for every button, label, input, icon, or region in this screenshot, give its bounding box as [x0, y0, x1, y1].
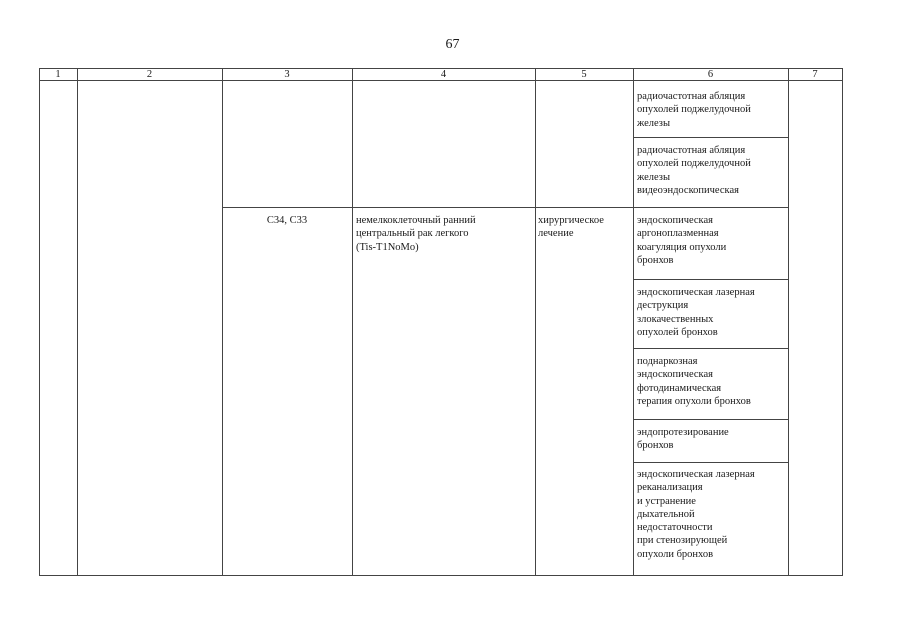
column-header-6: 6 — [707, 69, 714, 80]
method-cell: эндоскопическая лазерная деструкция злокачественных опухолей бронхов — [637, 287, 755, 338]
column-border-1-2 — [77, 68, 78, 576]
diagnosis-codes: C34, C33 — [266, 215, 308, 226]
column-border-left — [39, 68, 40, 576]
page-number: 67 — [445, 37, 460, 52]
table-bottom-border — [39, 575, 842, 576]
treatment-type: хирургическое лечение — [538, 215, 604, 240]
column6-row-divider — [633, 462, 789, 463]
column6-row-divider — [633, 279, 789, 280]
method-cell: радиочастотная абляция опухолей поджелудочной железы видеоэндоскопическая — [637, 145, 751, 196]
method-cell: радиочастотная абляция опухолей поджелудочной железы — [637, 91, 751, 129]
column-border-6-7 — [788, 68, 789, 576]
column-border-3-4 — [352, 68, 353, 576]
column-header-7: 7 — [812, 69, 818, 80]
column-border-5-6 — [633, 68, 634, 576]
method-cell: эндоскопическая аргоноплазменная коагуляция опухоли бронхов — [637, 215, 727, 266]
column-header-1: 1 — [55, 69, 61, 80]
column-border-2-3 — [222, 68, 223, 576]
diagnosis-description: немелкоклеточный ранний центральный рак легкого (Tis-T1NoMo) — [356, 215, 476, 253]
method-cell: поднаркозная эндоскопическая фотодинамическая терапия опухоли бронхов — [637, 356, 751, 407]
column6-row-divider — [633, 137, 789, 138]
header-bottom-border — [39, 80, 842, 81]
column-header-3: 3 — [284, 69, 290, 80]
column-border-right — [842, 68, 843, 576]
column6-row-divider — [633, 419, 789, 420]
column6-row-divider — [633, 348, 789, 349]
group-divider — [222, 207, 789, 208]
column-header-4: 4 — [440, 69, 447, 80]
column-header-5: 5 — [581, 69, 587, 80]
column-border-4-5 — [535, 68, 536, 576]
method-cell: эндоскопическая лазерная реканализация и устранение дыхательной недостаточности при стенозирующей опухоли бронхов — [637, 469, 755, 560]
column-header-2: 2 — [146, 69, 153, 80]
method-cell: эндопротезирование бронхов — [637, 427, 729, 452]
